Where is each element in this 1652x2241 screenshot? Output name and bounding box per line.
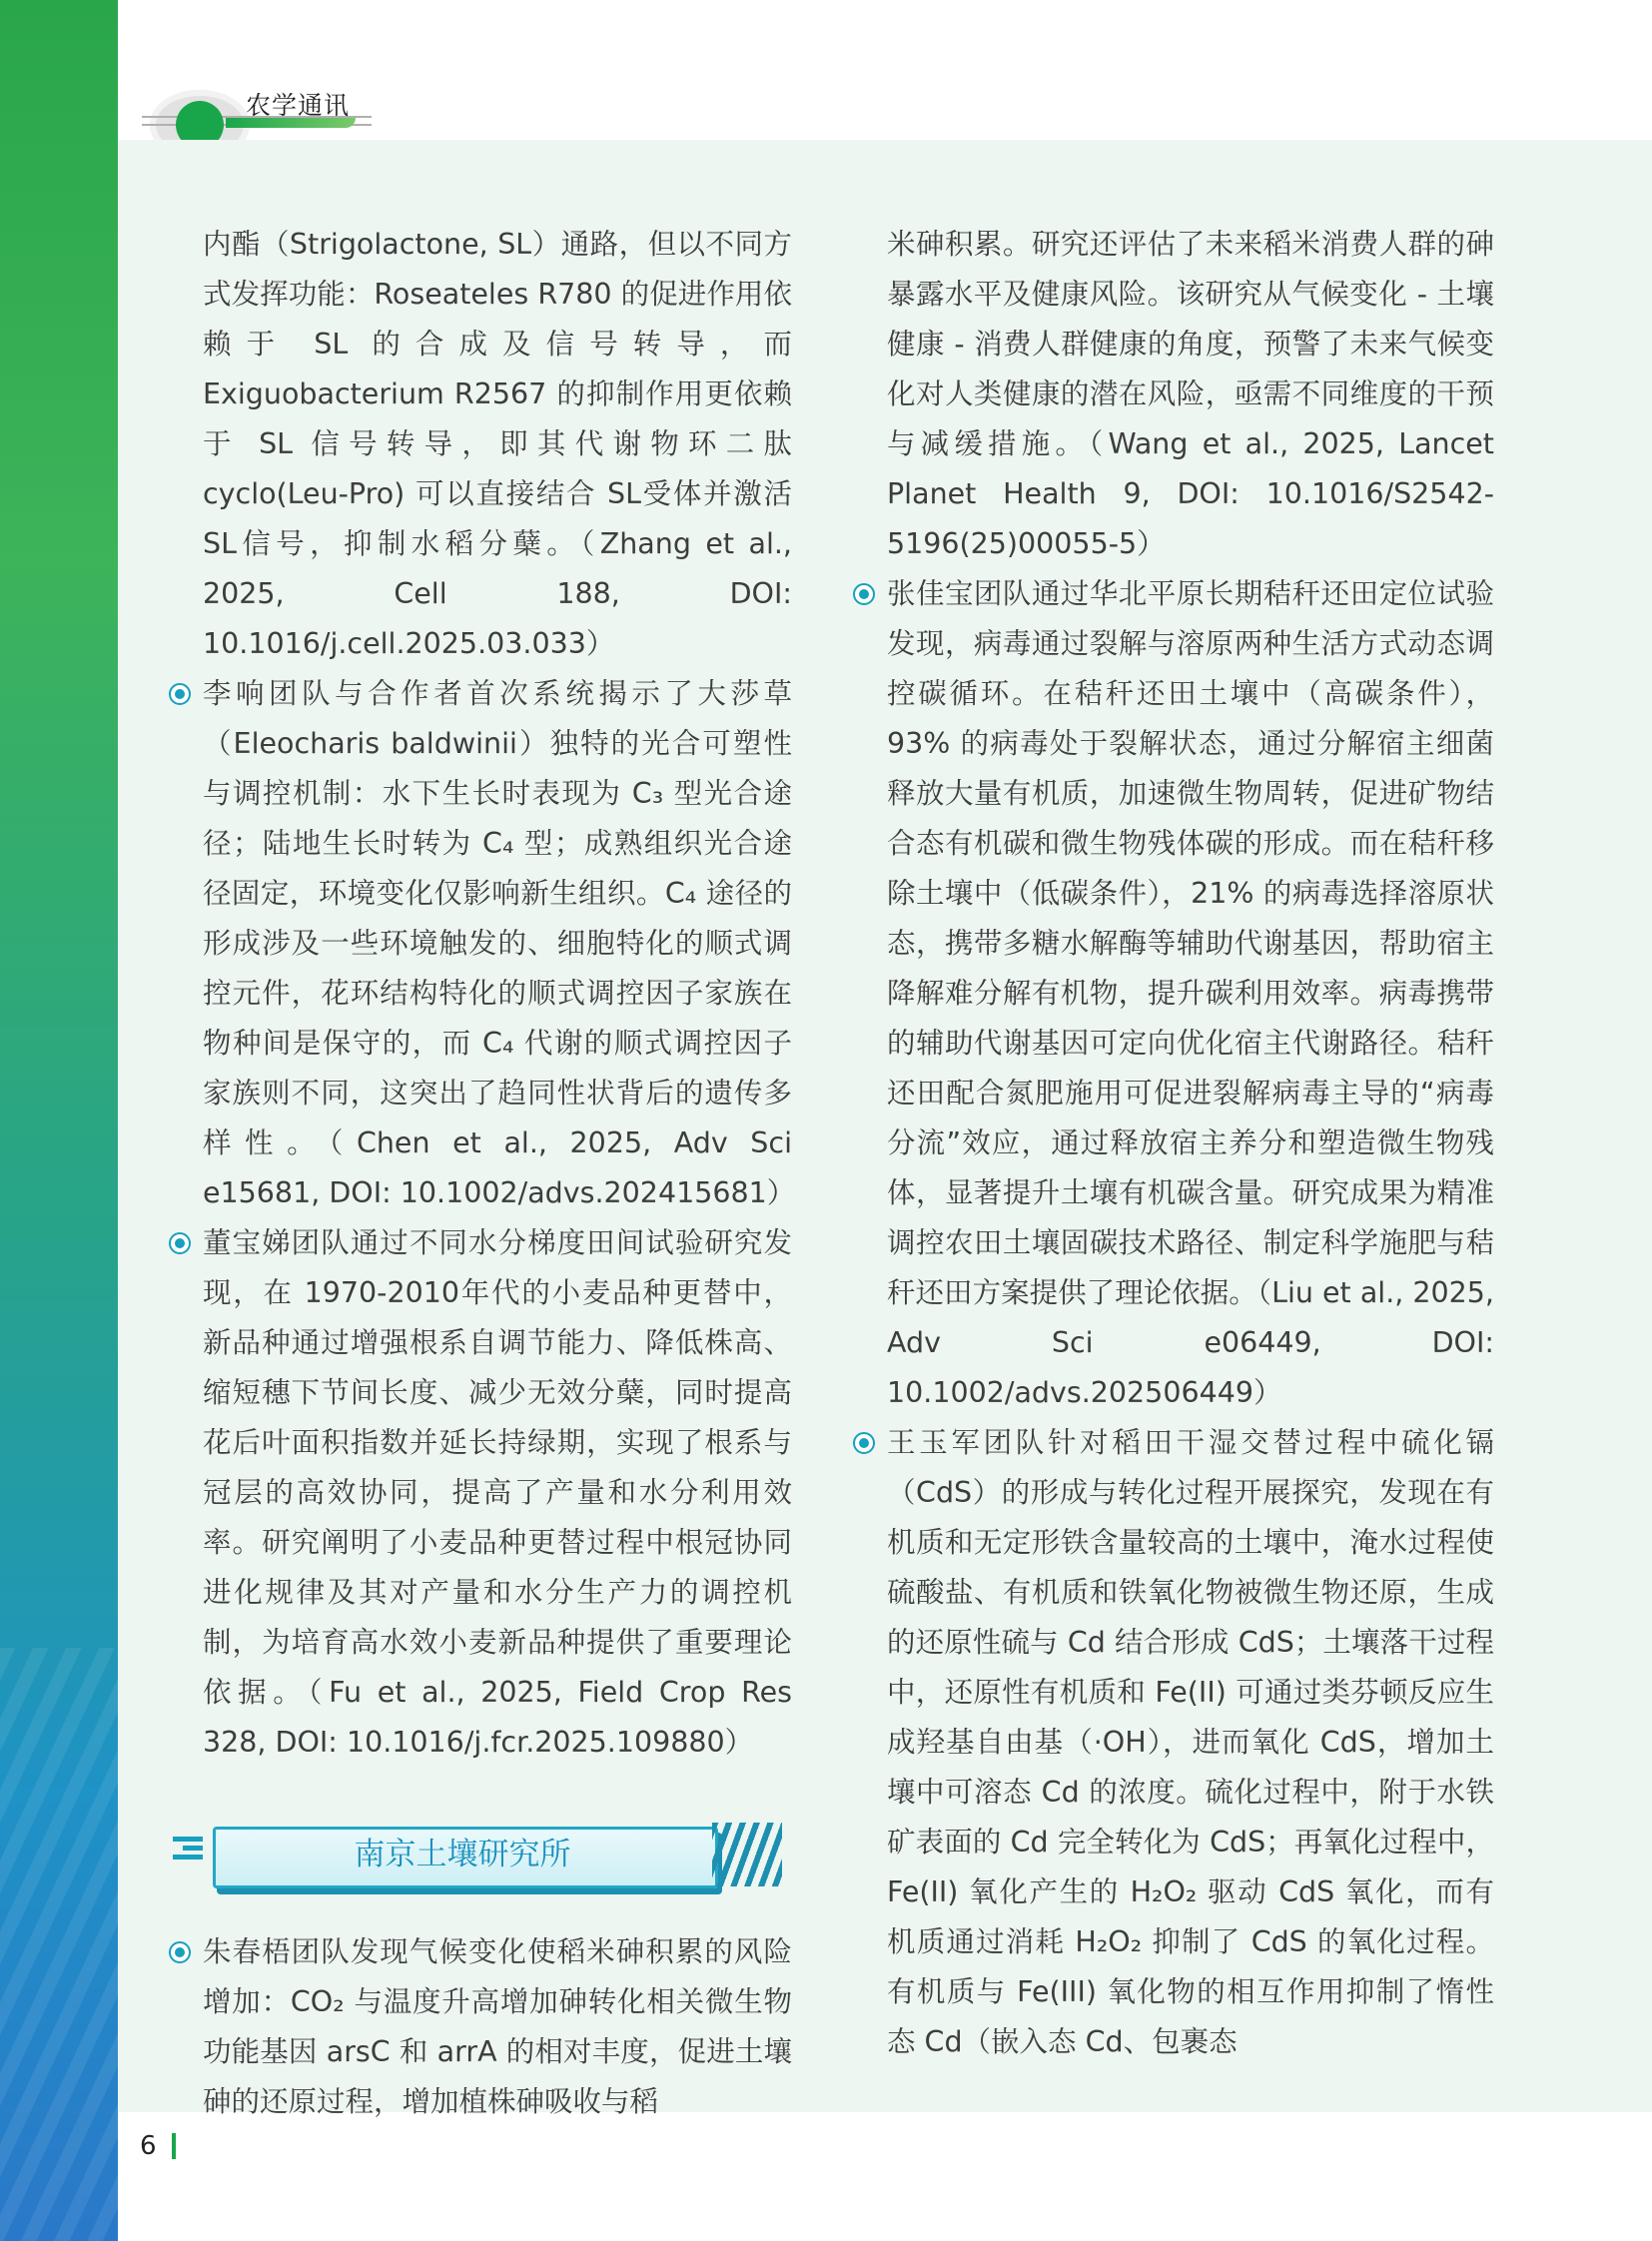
heading-hatch-decoration — [712, 1823, 782, 1886]
bullet-icon — [853, 1432, 875, 1454]
bullet-icon — [169, 683, 191, 705]
heading-marker-icon — [173, 1833, 213, 1863]
list-item — [887, 569, 1494, 1418]
entry-text: 王玉军团队针对稻田干湿交替过程中硫化镉（CdS）的形成与转化过程开展探究，发现在有机质和无定形铁含量较高的土壤中，淹水过程使硫酸盐、有机质和铁氧化物被微生物还原，生成的还原性硫与 Cd 结合形成 CdS；土壤落干过程中，还原性有机质和 Fe(II) 可通过类芬顿反应生成羟基自由基（·OH），进而氧化 CdS，增加土壤中可溶态 Cd 的浓度。硫化过程中，附于水铁矿表面的 Cd 完全转化为 CdS；再氧化过程中，Fe(II) 氧化产生的 H₂O₂ 驱动 CdS 氧化，而有机质通过消耗 H₂O₂ 抑制了 CdS 的氧化过程。有机质与 Fe(III) 氧化物的相互作用抑制了惰性态 Cd（嵌入态 Cd、包裹态 — [887, 1426, 1494, 2058]
list-item — [887, 1418, 1494, 2067]
section-heading — [203, 1793, 792, 1902]
list-item — [203, 1927, 792, 2127]
right-column — [887, 220, 1494, 2067]
entry-text: 朱春梧团队发现气候变化使稻米砷积累的风险增加：CO₂ 与温度升高增加砷转化相关微生物功能基因 arsC 和 arrA 的相对丰度，促进土壤砷的还原过程，增加植株砷吸收与稻 — [203, 1935, 792, 2118]
side-stripe-pattern — [0, 1648, 118, 2241]
bullet-icon — [853, 583, 875, 605]
left-column — [203, 220, 796, 2127]
journal-title: 农学通讯 — [246, 91, 351, 120]
bullet-icon — [169, 1941, 191, 1963]
entry-text: 李响团队与合作者首次系统揭示了大莎草（Eleocharis baldwinii）独特的光合可塑性与调控机制：水下生长时表现为 C₃ 型光合途径；陆地生长时转为 C₄ 型；成熟组织光合途径固定，环境变化仅影响新生组织。C₄ 途径的形成涉及一些环境触发的、细胞特化的顺式调控元件，花环结构特化的顺式调控因子家族在物种间是保守的，而 C₄ 代谢的顺式调控因子家族则不同，这突出了趋同性状背后的遗传多样性。（Chen et al., 2025, Adv Sci e15681, DOI: 10.1002/advs.202415681） — [203, 677, 796, 1209]
bullet-icon — [169, 1232, 191, 1254]
continuation-paragraph: 内酯（Strigolactone, SL）通路，但以不同方式发挥功能：Roseateles R780 的促进作用依赖于 SL 的合成及信号转导，而 Exiguobacterium R2567 的抑制作用更依赖于 SL 信号转导，即其代谢物环二肽 cyclo(Leu-Pro) 可以直接结合 SL受体并激活 SL信号，抑制水稻分蘖。（Zhang et al., 2025, Cell 188, DOI: 10.1016/j.cell.2025.03.033） — [203, 228, 792, 660]
page-number-marker — [172, 2133, 176, 2159]
entry-text: 张佳宝团队通过华北平原长期秸秆还田定位试验发现，病毒通过裂解与溶原两种生活方式动态调控碳循环。在秸秆还田土壤中（高碳条件），93% 的病毒处于裂解状态，通过分解宿主细菌释放大量有机质，加速微生物周转，促进矿物结合态有机碳和微生物残体碳的形成。而在秸秆移除土壤中（低碳条件），21% 的病毒选择溶原状态，携带多糖水解酶等辅助代谢基因，帮助宿主降解难分解有机物，提升碳利用效率。病毒携带的辅助代谢基因可定向优化宿主代谢路径。秸秆还田配合氮肥施用可促进裂解病毒主导的“病毒分流”效应，通过释放宿主养分和塑造微生物残体，显著提升土壤有机碳含量。研究成果为精准调控农田土壤固碳技术路径、制定科学施肥与秸秆还田方案提供了理论依据。（Liu et al., 2025, Adv Sci e06449, DOI: 10.1002/advs.202506449） — [887, 577, 1494, 1409]
continuation-paragraph: 米砷积累。研究还评估了未来稻米消费人群的砷暴露水平及健康风险。该研究从气候变化 - 土壤健康 - 消费人群健康的角度，预警了未来气候变化对人类健康的潜在风险，亟需不同维度的干预与减缓措施。（Wang et al., 2025, Lancet Planet Health 9, DOI: 10.1016/S2542-5196(25)00055-5） — [887, 228, 1494, 560]
list-item — [203, 669, 796, 1218]
list-item — [203, 1218, 792, 1768]
page-number: 6 — [140, 2131, 157, 2161]
section-title: 南京土壤研究所 — [354, 1837, 571, 1872]
entry-text: 董宝娣团队通过不同水分梯度田间试验研究发现，在 1970-2010年代的小麦品种更替中，新品种通过增强根系自调节能力、降低株高、缩短穗下节间长度、减少无效分蘖，同时提高花后叶面积指数并延长持绿期，实现了根系与冠层的高效协同，提高了产量和水分利用效率。研究阐明了小麦品种更替过程中根冠协同进化规律及其对产量和水分生产力的调控机制，为培育高水效小麦新品种提供了重要理论依据。（Fu et al., 2025, Field Crop Res 328, DOI: 10.1016/j.fcr.2025.109880） — [203, 1226, 792, 1759]
